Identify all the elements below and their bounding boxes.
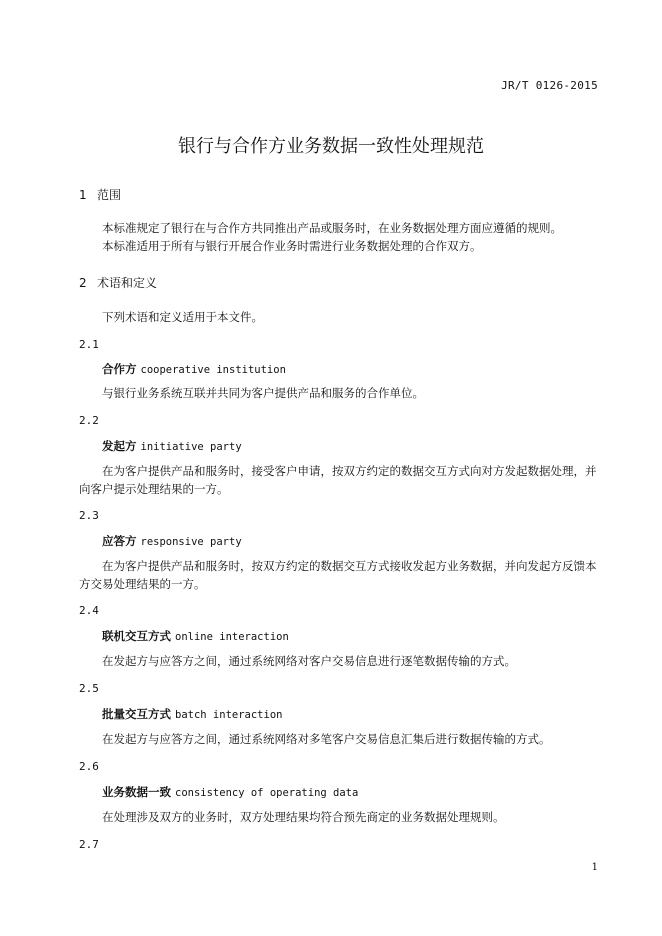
section-heading [79, 186, 121, 203]
term-zh: 发起方 [102, 439, 137, 453]
term-number: 2.5 [79, 682, 99, 695]
term-number: 2.2 [79, 414, 99, 427]
term-zh: 批量交互方式 [102, 707, 171, 721]
page-title: 银行与合作方业务数据一致性处理规范 [178, 136, 484, 157]
term-zh: 应答方 [102, 534, 137, 548]
document-number: JR/T 0126-2015 [501, 79, 598, 92]
term-definition: 在为客户提供产品和服务时，接受客户申请，按双方约定的数据交互方式向对方发起数据处理，并 [102, 464, 597, 478]
paragraph: 本标准适用于所有与银行开展合作业务时需进行业务数据处理的合作双方。 [102, 239, 482, 253]
term-zh: 联机交互方式 [102, 629, 171, 643]
term-definition: 在发起方与应答方之间，通过系统网络对客户交易信息进行逐笔数据传输的方式。 [102, 654, 516, 668]
term-definition-cont: 向客户提示处理结果的一方。 [79, 482, 229, 496]
term-number: 2.3 [79, 509, 99, 522]
section-number: 1 [79, 188, 87, 202]
term-number: 2.4 [79, 604, 99, 617]
term-heading [102, 628, 289, 644]
term-heading [102, 784, 358, 800]
term-en: batch interaction [175, 709, 283, 721]
term-heading [102, 438, 242, 454]
term-definition: 在为客户提供产品和服务时，按双方约定的数据交互方式接收发起方业务数据，并向发起方反馈本 [102, 559, 597, 573]
term-zh: 业务数据一致 [102, 785, 171, 799]
paragraph: 本标准规定了银行在与合作方共同推出产品或服务时，在业务数据处理方面应遵循的规则。 [102, 221, 562, 235]
term-definition: 与银行业务系统互联并共同为客户提供产品和服务的合作单位。 [102, 386, 424, 400]
term-heading [102, 533, 242, 549]
term-en: responsive party [140, 536, 242, 548]
term-definition: 在发起方与应答方之间，通过系统网络对多笔客户交易信息汇集后进行数据传输的方式。 [102, 732, 551, 746]
paragraph: 下列术语和定义适用于本文件。 [102, 310, 263, 324]
section-number: 2 [79, 276, 87, 290]
term-en: online interaction [175, 631, 289, 643]
term-zh: 合作方 [102, 362, 137, 376]
section-heading [79, 274, 157, 291]
term-number: 2.6 [79, 760, 99, 773]
term-number: 2.7 [79, 838, 99, 851]
term-heading [102, 361, 286, 377]
term-heading [102, 706, 282, 722]
section-title: 术语和定义 [97, 276, 158, 290]
term-en: cooperative institution [140, 364, 286, 376]
term-definition-cont: 方交易处理结果的一方。 [79, 577, 206, 591]
term-definition: 在处理涉及双方的业务时，双方处理结果均符合预先商定的业务数据处理规则。 [102, 810, 505, 824]
section-title: 范围 [97, 188, 122, 202]
term-en: consistency of operating data [175, 787, 359, 799]
term-en: initiative party [140, 441, 242, 453]
term-number: 2.1 [79, 338, 99, 351]
page-number: 1 [591, 862, 598, 873]
